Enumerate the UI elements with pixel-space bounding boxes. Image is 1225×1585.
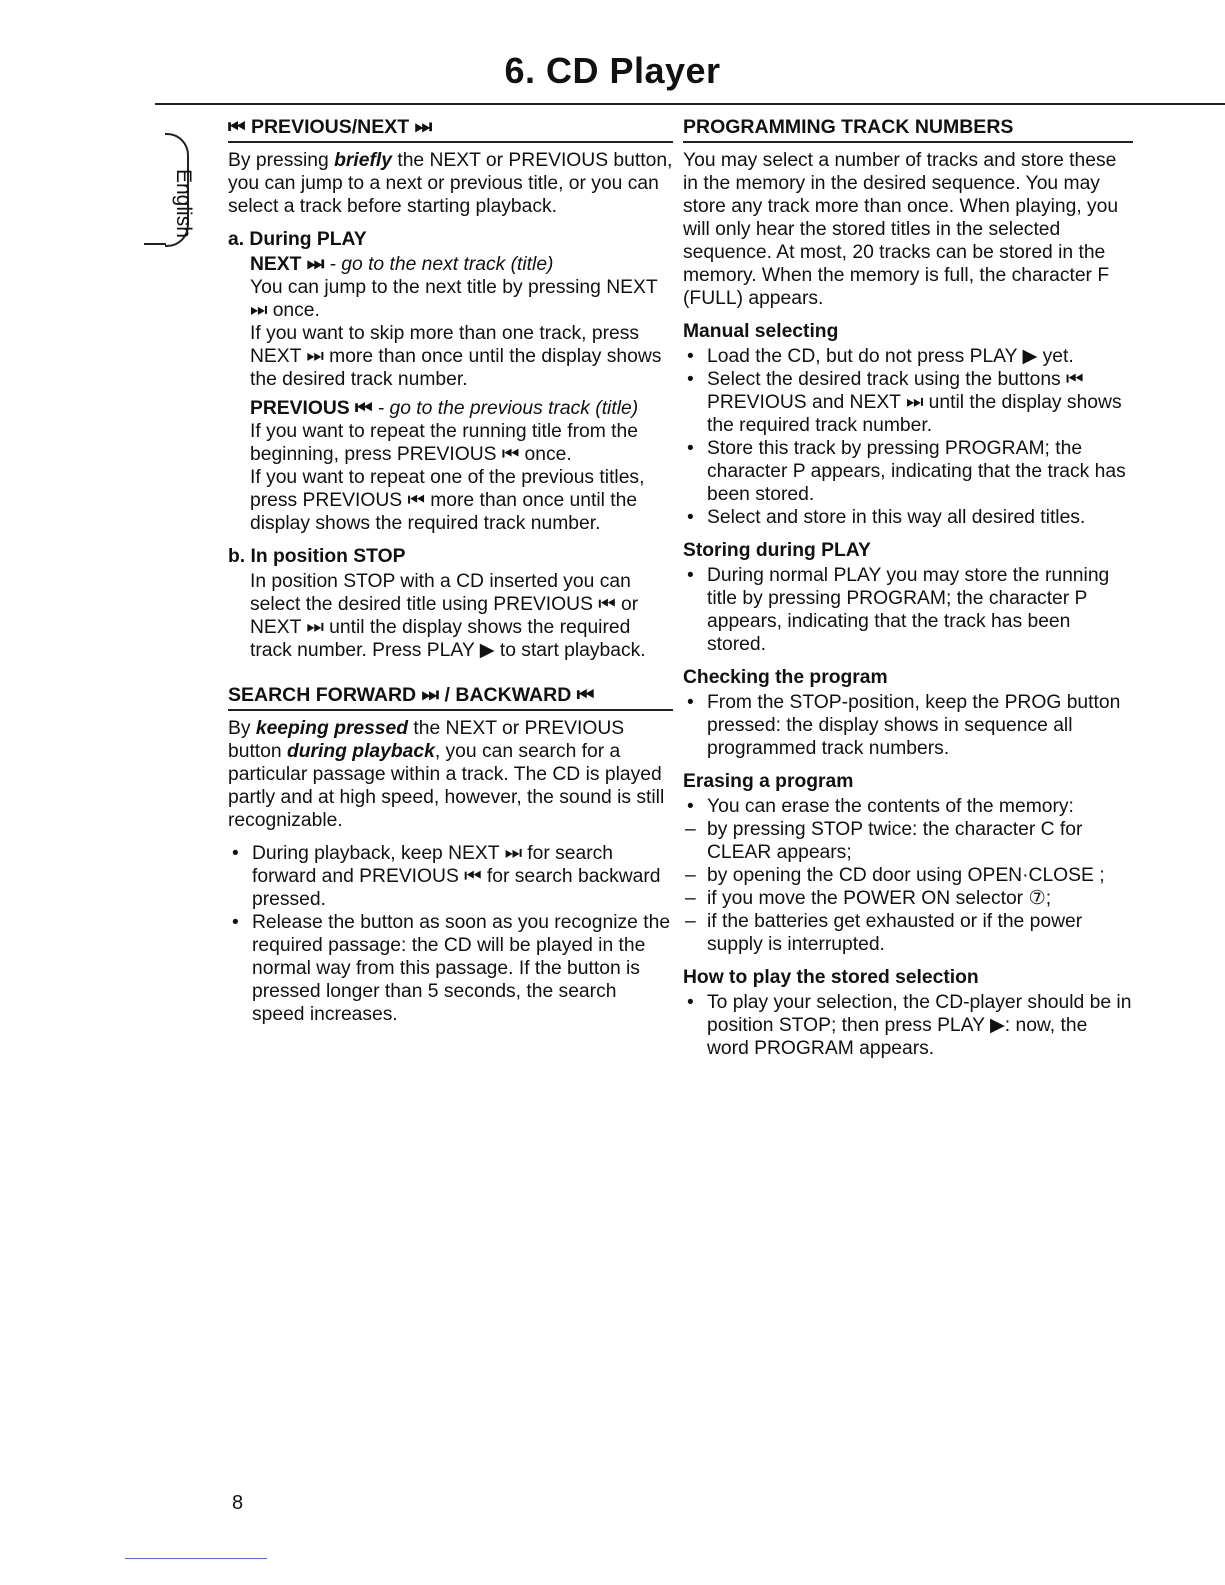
during-play-heading: a. During PLAY [228,229,367,250]
right-column [683,116,1133,1060]
programming-intro: You may select a number of tracks and store these in the memory in the desired sequence. You may store any track more than once. When playing, you will only hear the stored titles in the selected sequence. At most, 20 tracks can be stored in the memory. When the memory is full, the character F (FULL) appears. [683,150,1119,309]
tab-underline [144,243,166,245]
prev-next-heading: ⏮ PREVIOUS/NEXT ⏭ [228,116,673,143]
next-command-line: NEXT ⏭ - go to the next track (title) [250,254,554,275]
erasing-dash-list [683,818,1133,956]
language-tab [140,133,195,245]
previous-paragraph-1: If you want to repeat the running title from the beginning, press PREVIOUS ⏮ once. [250,421,638,465]
left-column [228,116,673,1026]
checking-bullets [683,691,1133,760]
previous-paragraph-2: If you want to repeat one of the previous titles, press PREVIOUS ⏮ more than once until the display shows the required track number. [250,467,645,534]
search-heading: SEARCH FORWARD ⏭ / BACKWARD ⏮ [228,684,673,711]
list-item: • Select the desired track using the buttons ⏮ PREVIOUS and NEXT ⏭ until the display shows the required track number. [683,368,1133,437]
list-item: • During normal PLAY you may store the running title by pressing PROGRAM; the character P appears, indicating that the track has been stored. [683,564,1133,656]
checking-heading: Checking the program [683,667,888,688]
stop-paragraph: In position STOP with a CD inserted you can select the desired title using PREVIOUS ⏮ or NEXT ⏭ until the display shows the required track number. Press PLAY ▶ to start playback. [250,571,646,661]
language-label: English [172,169,195,238]
prev-next-intro: By pressing briefly the NEXT or PREVIOUS button, you can jump to a next or previous title, or you can select a track before starting playback. [228,150,673,217]
erasing-heading: Erasing a program [683,771,854,792]
storing-bullets [683,564,1133,656]
list-item: • To play your selection, the CD-player should be in position STOP; then press PLAY ▶: now, the word PROGRAM appears. [683,991,1133,1060]
howto-heading: How to play the stored selection [683,967,979,988]
search-bullets [228,842,673,1026]
next-paragraph-1: You can jump to the next title by pressing NEXT ⏭ once. [250,277,658,321]
stop-heading: b. In position STOP [228,546,406,567]
howto-bullets [683,991,1133,1060]
list-item: • Release the button as soon as you recognize the required passage: the CD will be played in the normal way from this passage. If the button is pressed longer than 5 seconds, the search speed increases. [228,911,673,1026]
list-item: • Load the CD, but do not press PLAY ▶ yet. [683,345,1133,368]
list-item: – by opening the CD door using OPEN·CLOSE ; [683,864,1133,887]
list-item: – if the batteries get exhausted or if the power supply is interrupted. [683,910,1133,956]
manual-selecting-heading: Manual selecting [683,321,839,342]
erasing-bullets [683,795,1133,818]
list-item: • From the STOP-position, keep the PROG button pressed: the display shows in sequence all programmed track numbers. [683,691,1133,760]
footer-rule [125,1558,267,1559]
manual-bullets [683,345,1133,529]
list-item: • You can erase the contents of the memory: [683,795,1133,818]
list-item: • Store this track by pressing PROGRAM; the character P appears, indicating that the track has been stored. [683,437,1133,506]
title-rule [155,103,1225,105]
page-number: 8 [232,1492,244,1514]
list-item: – if you move the POWER ON selector ⑦; [683,887,1133,910]
list-item: • Select and store in this way all desired titles. [683,506,1133,529]
search-intro: By keeping pressed the NEXT or PREVIOUS button during playback, you can search for a particular passage within a track. The CD is played partly and at high speed, however, the sound is still recognizable. [228,718,665,831]
programming-heading: PROGRAMMING TRACK NUMBERS [683,116,1133,143]
storing-heading: Storing during PLAY [683,540,871,561]
previous-command-line: PREVIOUS ⏮ - go to the previous track (title) [250,398,639,419]
next-paragraph-2: If you want to skip more than one track, press NEXT ⏭ more than once until the display shows the desired track number. [250,323,662,390]
list-item: • During playback, keep NEXT ⏭ for search forward and PREVIOUS ⏮ for search backward pressed. [228,842,673,911]
list-item: – by pressing STOP twice: the character C for CLEAR appears; [683,818,1133,864]
page-title: 6. CD Player [504,50,721,91]
